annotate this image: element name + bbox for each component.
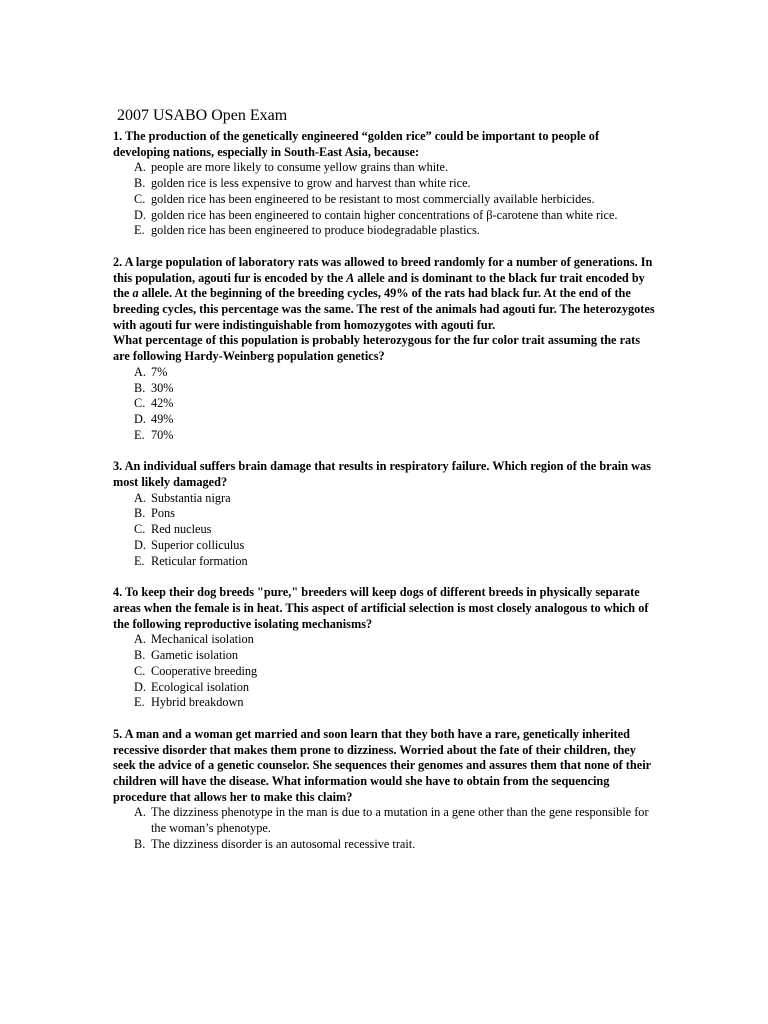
answer-option-d <box>134 538 655 554</box>
option-letter: D. <box>134 679 146 694</box>
option-text: Hybrid breakdown <box>151 695 244 710</box>
option-text: people are more likely to consume yellow grains than white. <box>151 160 449 175</box>
option-text: Red nucleus <box>151 522 212 537</box>
stem-text: 2. A large population of laboratory rats was allowed to breed randomly for a number of generations. In this population, agouti fur is encoded by the <box>113 254 653 285</box>
option-letter: B. <box>134 648 146 663</box>
question-stem: 1. The production of the genetically engineered “golden rice” could be important to people of developing nations, especially in South-East Asia, because: <box>113 129 600 159</box>
answer-options <box>113 160 655 239</box>
answer-option-a <box>134 491 655 507</box>
answer-option-b <box>134 176 655 192</box>
option-text: 70% <box>151 427 174 442</box>
option-text: The dizziness disorder is an autosomal recessive trait. <box>151 836 416 851</box>
answer-option-a <box>134 365 655 381</box>
answer-option-b <box>134 648 655 664</box>
answer-option-a <box>134 632 655 648</box>
option-letter: A. <box>134 490 146 505</box>
option-letter: C. <box>134 396 146 411</box>
option-text: golden rice is less expensive to grow and harvest than white rice. <box>151 176 471 191</box>
option-text: Mechanical isolation <box>151 632 254 647</box>
answer-options <box>113 632 655 711</box>
option-letter: A. <box>134 364 146 379</box>
answer-option-c <box>134 192 655 208</box>
option-text: golden rice has been engineered to contain higher concentrations of β-carotene than white rice. <box>151 207 618 222</box>
option-letter: E. <box>134 223 145 238</box>
answer-option-d <box>134 208 655 224</box>
option-letter: B. <box>134 506 146 521</box>
option-text: Reticular formation <box>151 553 248 568</box>
stem-text: allele and is dominant to the black fur trait encoded by the <box>113 270 645 301</box>
option-letter: B. <box>134 380 146 395</box>
option-text: Ecological isolation <box>151 679 250 694</box>
question-5 <box>113 727 655 853</box>
answer-option-e <box>134 428 655 444</box>
question-stem: 3. An individual suffers brain damage that results in respiratory failure. Which region of the brain was most likely damaged? <box>113 459 651 490</box>
option-text: Superior colliculus <box>151 537 245 552</box>
option-text: 7% <box>151 364 168 379</box>
option-letter: C. <box>134 191 146 206</box>
answer-option-e <box>134 695 655 711</box>
option-letter: D. <box>134 207 146 222</box>
answer-option-d <box>134 412 655 428</box>
answer-options <box>113 365 655 444</box>
option-letter: B. <box>134 176 146 191</box>
answer-option-c <box>134 522 655 538</box>
option-text: golden rice has been engineered to be resistant to most commercially available herbicides. <box>151 191 595 206</box>
question-3 <box>113 459 655 569</box>
question-2 <box>113 255 655 443</box>
question-4 <box>113 585 655 711</box>
answer-option-e <box>134 223 655 239</box>
option-text: Pons <box>151 506 175 521</box>
answer-option-c <box>134 396 655 412</box>
option-letter: D. <box>134 537 146 552</box>
option-text: 42% <box>151 396 174 411</box>
option-letter: B. <box>134 836 146 851</box>
question-stem: 5. A man and a woman get married and soon learn that they both have a rare, genetically inherited recessive disorder that makes them prone to dizziness. Worried about the fate of their children, they seek the advice of a genetic counselor. She sequences their genomes and assures them that none of their children will have the disease. What information would she have to obtain from the sequencing procedure that allows her to make this claim? <box>113 726 651 804</box>
question-stem <box>113 255 655 365</box>
option-letter: A. <box>134 805 146 820</box>
question-1 <box>113 129 655 239</box>
allele-symbol: A <box>346 270 355 285</box>
stem-text: allele. At the beginning of the breeding cycles, 49% of the rats had black fur. At the end of the breeding cycles, this percentage was the same. The rest of the animals had agouti fur. The heterozygotes with agouti fur were indistinguishable from homozygotes with agouti fur. <box>113 286 655 332</box>
option-text: The dizziness phenotype in the man is due to a mutation in a gene other than the gene responsible for the woman’s phenotype. <box>151 805 649 836</box>
answer-option-e <box>134 554 655 570</box>
exam-page <box>113 106 655 869</box>
answer-option-d <box>134 680 655 696</box>
answer-options <box>113 491 655 570</box>
option-text: golden rice has been engineered to produce biodegradable plastics. <box>151 223 480 238</box>
answer-options <box>113 805 655 852</box>
answer-option-c <box>134 664 655 680</box>
option-letter: A. <box>134 632 146 647</box>
option-letter: C. <box>134 663 146 678</box>
option-letter: C. <box>134 522 146 537</box>
answer-option-a <box>134 160 655 176</box>
option-letter: E. <box>134 695 145 710</box>
question-stem: 4. To keep their dog breeds "pure," breeders will keep dogs of different breeds in physically separate areas when the female is in heat. This aspect of artificial selection is most closely analogous to which of the following reproductive isolating mechanisms? <box>113 585 649 631</box>
option-letter: D. <box>134 411 146 426</box>
option-letter: A. <box>134 160 146 175</box>
answer-option-a <box>134 805 655 836</box>
option-text: Cooperative breeding <box>151 663 258 678</box>
answer-option-b <box>134 837 655 853</box>
exam-title: 2007 USABO Open Exam <box>117 107 288 124</box>
answer-option-b <box>134 381 655 397</box>
option-letter: E. <box>134 553 145 568</box>
option-text: 49% <box>151 411 174 426</box>
answer-option-b <box>134 506 655 522</box>
option-text: Substantia nigra <box>151 490 231 505</box>
allele-symbol: a <box>132 286 139 301</box>
option-letter: E. <box>134 427 145 442</box>
option-text: Gametic isolation <box>151 648 239 663</box>
stem-text: What percentage of this population is probably heterozygous for the fur color trait assuming the rats are following Hardy-Weinberg population genetics? <box>113 333 641 364</box>
option-text: 30% <box>151 380 174 395</box>
